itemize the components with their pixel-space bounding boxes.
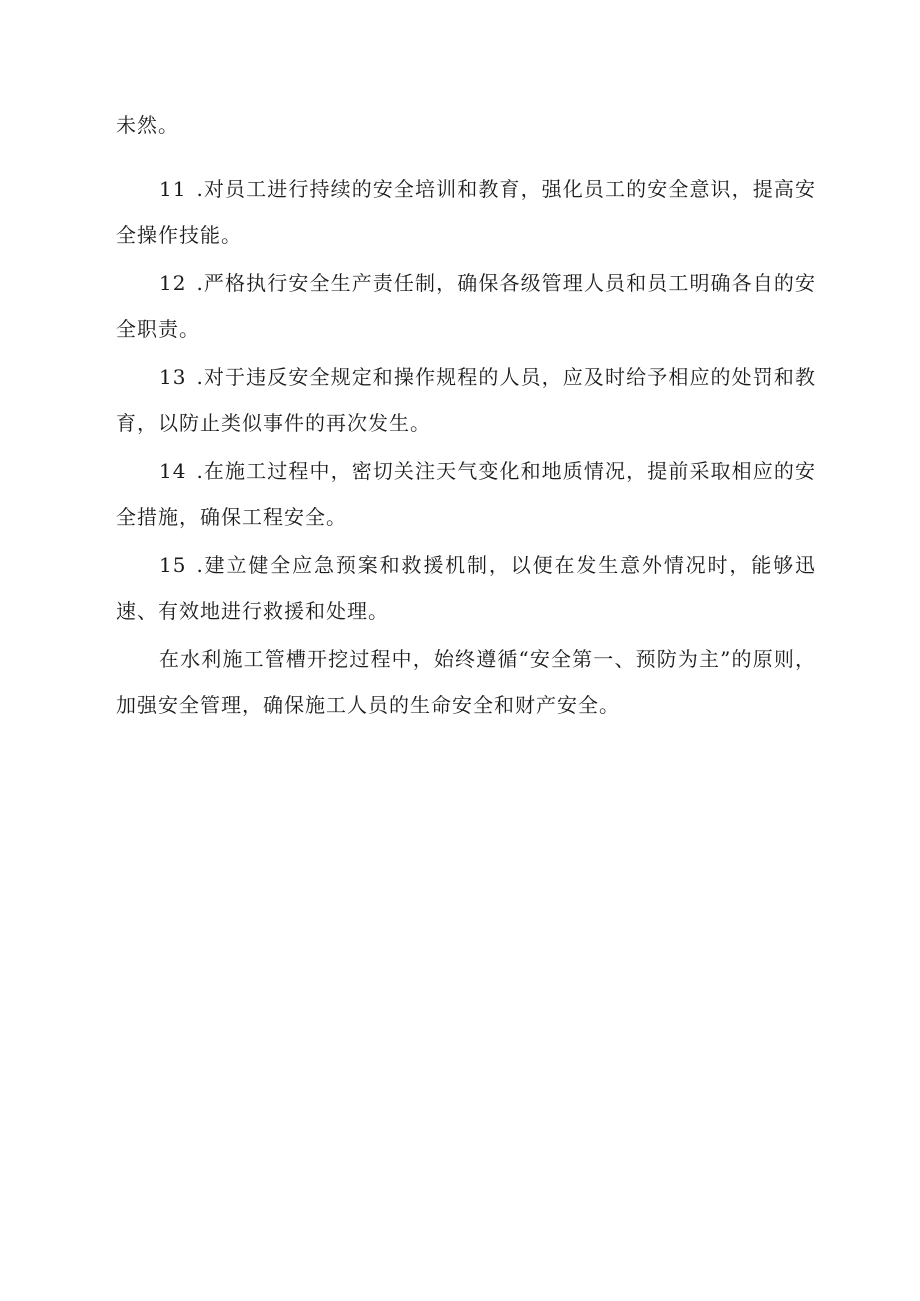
item-number: 14 — [159, 459, 187, 483]
list-item — [116, 260, 816, 352]
list-item — [116, 166, 816, 258]
spacer — [116, 148, 816, 166]
list-item — [116, 354, 816, 446]
item-text: .对于违反安全规定和操作规程的人员，应及时给予相应的处罚和教育，以防止类似事件的再次发生。 — [116, 365, 816, 435]
item-number: 11 — [159, 177, 187, 201]
item-text: .建立健全应急预案和救援机制，以便在发生意外情况时，能够迅速、有效地进行救援和处理。 — [116, 553, 816, 623]
item-number: 15 — [159, 553, 187, 577]
item-number: 12 — [159, 271, 187, 295]
item-text: .对员工进行持续的安全培训和教育，强化员工的安全意识，提高安全操作技能。 — [116, 177, 816, 247]
document-body — [116, 102, 816, 728]
item-text: .在施工过程中，密切关注天气变化和地质情况，提前采取相应的安全措施，确保工程安全。 — [116, 459, 816, 529]
list-item — [116, 542, 816, 634]
item-text: .严格执行安全生产责任制，确保各级管理人员和员工明确各自的安全职责。 — [116, 271, 816, 341]
item-number: 13 — [159, 365, 187, 389]
continuation-text: 未然。 — [116, 113, 179, 137]
list-item — [116, 448, 816, 540]
conclusion-paragraph: 在水利施工管槽开挖过程中，始终遵循“安全第一、预防为主”的原则，加强安全管理，确保施工人员的生命安全和财产安全。 — [116, 647, 816, 717]
